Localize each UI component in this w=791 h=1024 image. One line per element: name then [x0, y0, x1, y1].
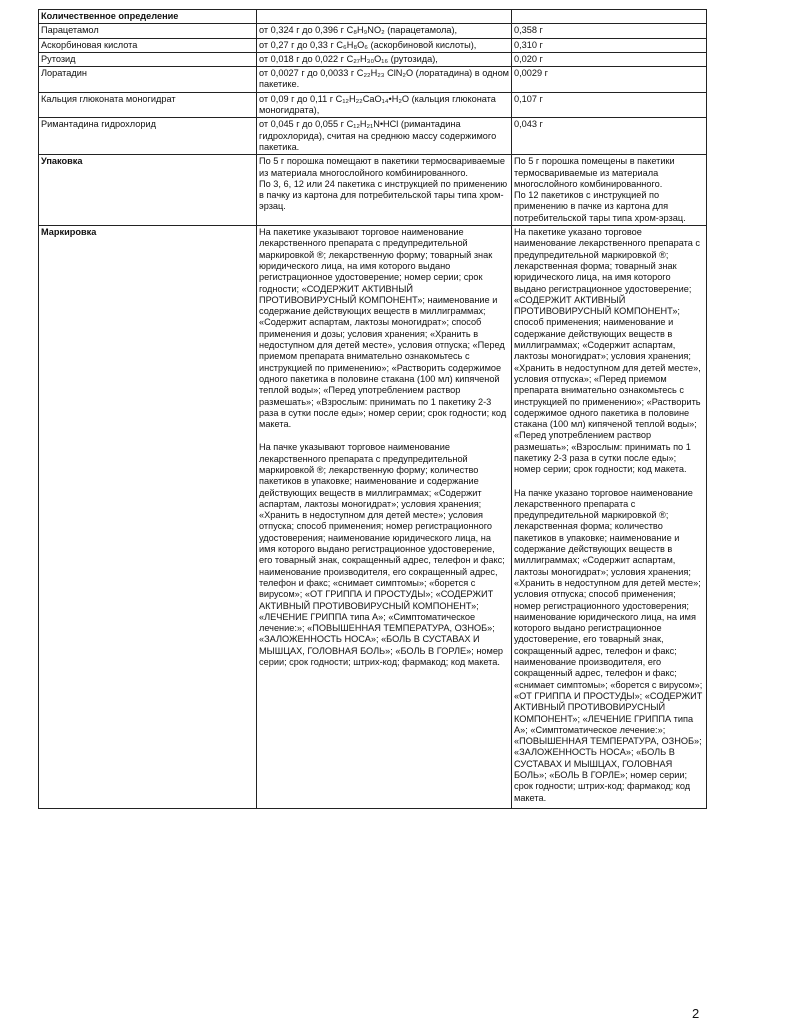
table-row [39, 226, 707, 809]
packaging-actual-paragraph: По 12 пакетиков с инструкцией по применению в пачке из картона для потребительской тары типа хром-эрзац. [514, 190, 686, 223]
table-row [39, 118, 707, 155]
section-header-packaging: Упаковка [39, 155, 257, 226]
substance-name: Парацетамол [39, 24, 257, 38]
section-header-marking: Маркировка [39, 226, 257, 809]
substance-spec: от 0,09 г до 0,11 г C₁₂H₂₂CaO₁₄•H₂O (кальция глюконата моногидрата), [257, 92, 512, 118]
substance-value: 0,0029 г [512, 67, 707, 93]
substance-value: 0,358 г [512, 24, 707, 38]
empty-cell [257, 10, 512, 24]
substance-value: 0,310 г [512, 38, 707, 52]
substance-spec: от 0,0027 г до 0,0033 г C₂₂H₂₃ ClN₂O (лоратадина) в одном пакетике. [257, 67, 512, 93]
substance-value: 0,043 г [512, 118, 707, 155]
table-row [39, 155, 707, 226]
marking-actual-paragraph: На пакетике указано торговое наименование лекарственного препарата с предупредительной маркировкой ®; лекарственная форма; товарный знак юридического лица, на имя которого выдано регистрационное удостоверение; «СОДЕРЖИТ АКТИВНЫЙ ПРОТИВОВИРУСНЫЙ КОМПОНЕНТ»; способ применения; наименование и содержание действующих веществ в миллиграммах; «Содержит аспартам, лактозы моногидрат»; условия хранения; «Хранить в недоступном для детей месте», условия отпуска»; «Перед приемом препарата внимательно ознакомьтесь с инструкцией по применению»; «Растворить содержимое одного пакетика в половине стакана (100 мл) кипяченой теплой воды»; «Перед употреблением раствор размешать»; «Взрослым: принимать по 1 пакетику 2-3 раза в сутки после еды»; номер серии; срок годности; код макета. [514, 227, 701, 475]
table-row [39, 92, 707, 118]
marking-spec-paragraph: На пачке указывают торговое наименование лекарственного препарата с предупредительной маркировкой ®; лекарственную форму; количество пакетиков в упаковке; наименование и содержание действующих веществ в миллиграммах; «Содержит аспартам, лактозы моногидрат»; условия хранения; «Хранить в недоступном для детей месте»; условия отпуска; способ применения; номер регистрационного удостоверения; наименование юридического лица, на имя которого выдано регистрационное удостоверение, его товарный знак, сокращенный адрес, телефон и факс; наименование производителя, его сокращенный адрес, телефон и факс; «снимает симптомы»; «борется с вирусом»; «ОТ ГРИППА И ПРОСТУДЫ»; «СОДЕРЖИТ АКТИВНЫЙ ПРОТИВОВИРУСНЫЙ КОМПОНЕНТ»; «ЛЕЧЕНИЕ ГРИППА типа А»; «Симптоматическое лечение:»; «ПОВЫШЕННАЯ ТЕМПЕРАТУРА, ОЗНОБ»; «ЗАЛОЖЕННОСТЬ НОСА»; «БОЛЬ В СУСТАВАХ И МЫШЦАХ, ГОЛОВНАЯ БОЛЬ»; «БОЛЬ В ГОРЛЕ»; номер серии; срок годности; штрих-код; фармакод; код макета. [259, 442, 505, 668]
substance-value: 0,107 г [512, 92, 707, 118]
substance-name: Рутозид [39, 52, 257, 66]
substance-spec: от 0,27 г до 0,33 г C₆H₈O₆ (аскорбиновой кислоты), [257, 38, 512, 52]
table-row [39, 24, 707, 38]
marking-actual-paragraph: На пачке указано торговое наименование лекарственного препарата с предупредительной маркировкой ®; лекарственная форма; количество пакетиков в упаковке; наименование и содержание действующих веществ в миллиграммах; «Содержит аспартам, лактозы моногидрат»; условия хранения; «Хранить в недоступном для детей месте»; условия отпуска; способ применения; номер регистрационного удостоверения; наименование юридического лица, на имя которого выдано регистрационное удостоверение, его товарный знак, сокращенный адрес, телефон и факс; наименование производителя, его сокращенный адрес, телефон и факс; «снимает симптомы»; «борется с вирусом»; «ОТ ГРИППА И ПРОСТУДЫ»; «СОДЕРЖИТ АКТИВНЫЙ ПРОТИВОВИРУСНЫЙ КОМПОНЕНТ»; «ЛЕЧЕНИЕ ГРИППА типа А»; «Симптоматическое лечение:»; «ПОВЫШЕННАЯ ТЕМПЕРАТУРА, ОЗНОБ»; «ЗАЛОЖЕННОСТЬ НОСА»; «БОЛЬ В СУСТАВАХ И МЫШЦАХ, ГОЛОВНАЯ БОЛЬ»; «БОЛЬ В ГОРЛЕ»; номер серии; срок годности; штрих-код; фармакод; код макета. [514, 487, 703, 803]
packaging-spec-cell [257, 155, 512, 226]
table-row [39, 10, 707, 24]
paragraph-spacer [514, 476, 704, 488]
substance-name: Римантадина гидрохлорид [39, 118, 257, 155]
packaging-spec-paragraph: По 5 г порошка помещают в пакетики термосвариваемые из материала многослойного комбинированного. [259, 156, 506, 178]
packaging-actual-paragraph: По 5 г порошка помещены в пакетики термосвариваемые из материала многослойного комбинированного. [514, 156, 675, 189]
substance-spec: от 0,045 г до 0,055 г C₁₂H₂₁N•HCl (римантадина гидрохлорида), считая на среднюю массу содержимого пакетика. [257, 118, 512, 155]
substance-spec: от 0,324 г до 0,396 г C₈H₉NO₂ (парацетамола), [257, 24, 512, 38]
marking-spec-paragraph: На пакетике указывают торговое наименование лекарственного препарата с предупредительной маркировкой ®; лекарственную форму; товарный знак юридического лица, на имя которого выдано регистрационное удостоверение; номер серии; срок годности; «СОДЕРЖИТ АКТИВНЫЙ ПРОТИВОВИРУСНЫЙ КОМПОНЕНТ»; наименование и содержание действующих веществ в миллиграммах; «Содержит аспартам, лактозы моногидрат»; способ применения и дозы; условия хранения; «Хранить в недоступном для детей месте», условия отпуска; «Перед приемом препарата внимательно ознакомьтесь с инструкцией по применению»; «Растворить содержимое одного пакетика в половине стакана (100 мл) кипяченой теплой воды»; «Перед употреблением раствор размешать»; «Взрослым: принимать по 1 пакетику 2-3 раза в сутки после еды»; номер серии; срок годности; код макета. [259, 227, 507, 430]
packaging-actual-cell [512, 155, 707, 226]
paragraph-spacer [259, 430, 509, 442]
marking-spec-cell [257, 226, 512, 809]
substance-value: 0,020 г [512, 52, 707, 66]
table-row [39, 52, 707, 66]
table-row [39, 38, 707, 52]
section-header-quant: Количественное определение [39, 10, 257, 24]
substance-name: Аскорбиновая кислота [39, 38, 257, 52]
substance-spec: от 0,018 г до 0,022 г C₂₇H₃₀O₁₆ (рутозида), [257, 52, 512, 66]
page-number: 2 [692, 1006, 700, 1021]
substance-name: Лоратадин [39, 67, 257, 93]
substance-name: Кальция глюконата моногидрат [39, 92, 257, 118]
packaging-spec-paragraph: По 3, 6, 12 или 24 пакетика с инструкцией по применению в пачку из картона для потребительской тары типа хром-эрзац. [259, 178, 508, 212]
specification-table [38, 9, 707, 809]
marking-actual-cell [512, 226, 707, 809]
table-row [39, 67, 707, 93]
empty-cell [512, 10, 707, 24]
